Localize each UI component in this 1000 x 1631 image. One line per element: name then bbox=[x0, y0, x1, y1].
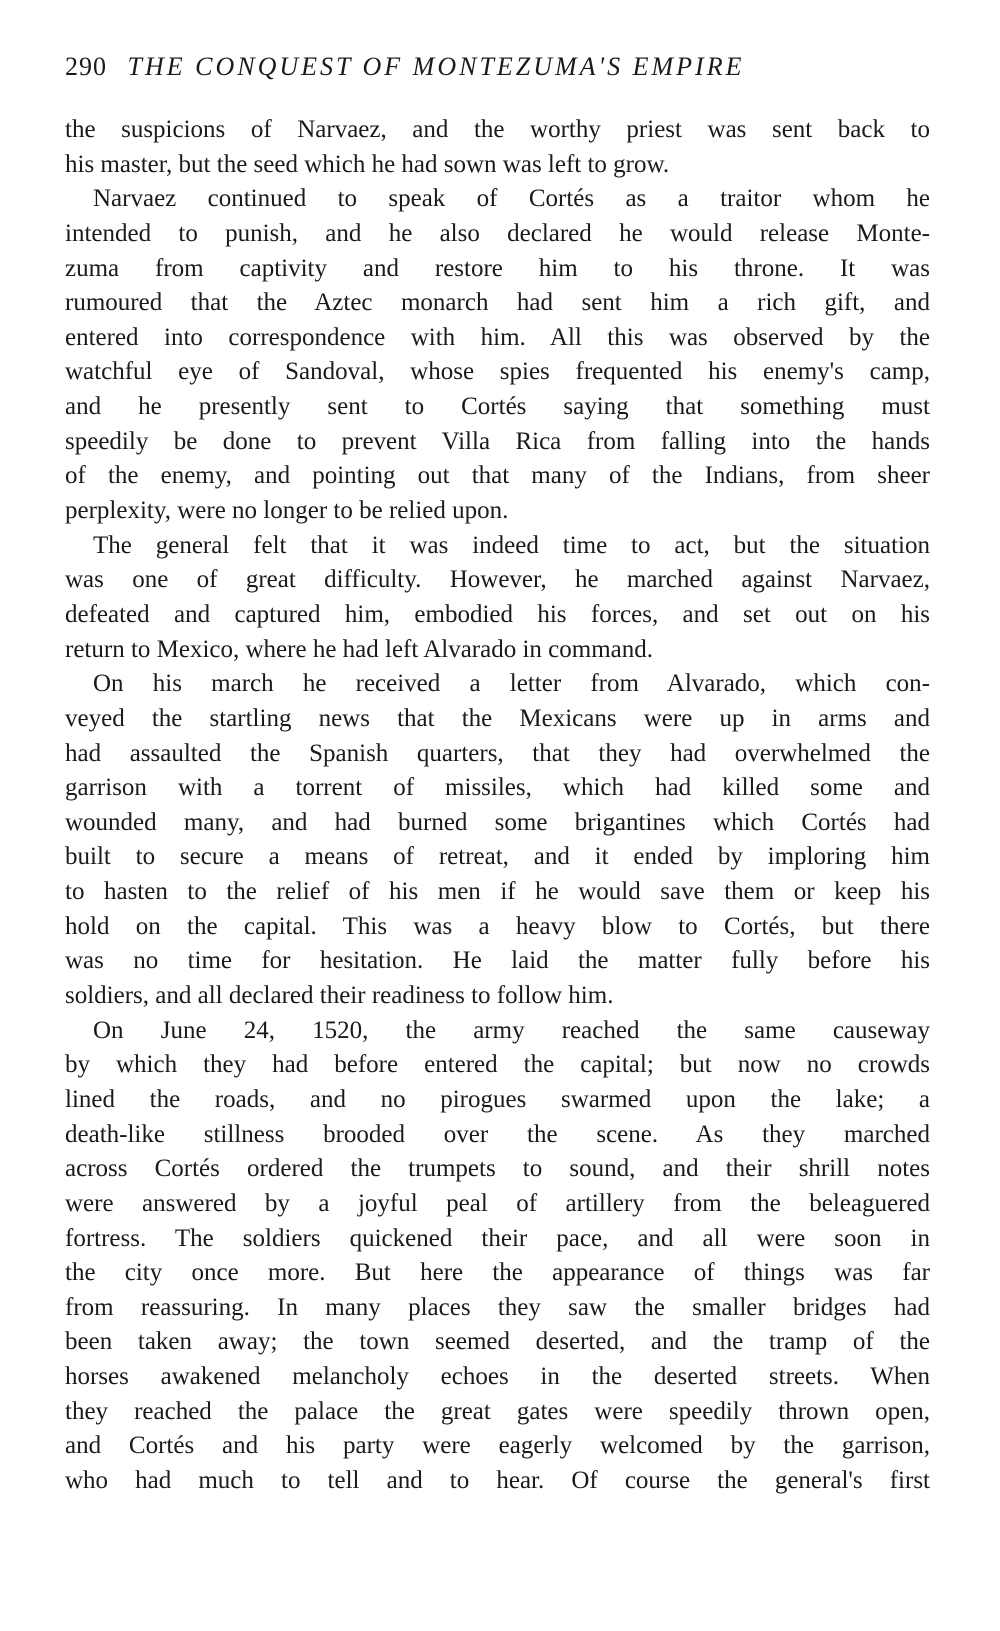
text-line: had assaulted the Spanish quarters, that they had overwhelmed the bbox=[65, 739, 930, 767]
text-line: to hasten to the relief of his men if he would save them or keep his bbox=[65, 878, 930, 906]
text-line: been taken away; the town seemed deserted, and the tramp of the bbox=[65, 1328, 930, 1356]
text-line: zuma from captivity and restore him to his throne. It was bbox=[65, 254, 930, 282]
text-line: wounded many, and had burned some brigantines which Cortés had bbox=[65, 808, 930, 836]
text-line: rumoured that the Aztec monarch had sent him a rich gift, and bbox=[65, 289, 930, 317]
text-line: of the enemy, and pointing out that many of the Indians, from sheer bbox=[65, 462, 930, 490]
text-line: On June 24, 1520, the army reached the same causeway bbox=[93, 1016, 930, 1044]
text-line: built to secure a means of retreat, and it ended by imploring him bbox=[65, 843, 930, 871]
text-line: death-like stillness brooded over the scene. As they marched bbox=[65, 1120, 930, 1148]
text-line: horses awakened melancholy echoes in the deserted streets. When bbox=[65, 1363, 930, 1391]
text-line: from reassuring. In many places they saw the smaller bridges had bbox=[65, 1293, 930, 1321]
running-title: THE CONQUEST OF MONTEZUMA'S EMPIRE bbox=[127, 52, 745, 81]
text-line: his master, but the seed which he had sown was left to grow. bbox=[65, 150, 670, 178]
text-line: who had much to tell and to hear. Of course the general's first bbox=[65, 1466, 930, 1494]
text-line: hold on the capital. This was a heavy blow to Cortés, but there bbox=[65, 912, 930, 940]
text-line: was one of great difficulty. However, he marched against Narvaez, bbox=[65, 566, 930, 594]
running-header bbox=[65, 52, 895, 82]
text-line: The general felt that it was indeed time to act, but the situation bbox=[93, 531, 930, 559]
text-line: intended to punish, and he also declared he would release Monte- bbox=[65, 219, 930, 247]
text-line: lined the roads, and no pirogues swarmed upon the lake; a bbox=[65, 1085, 930, 1113]
text-line: the city once more. But here the appearance of things was far bbox=[65, 1259, 930, 1287]
text-line: and he presently sent to Cortés saying that something must bbox=[65, 393, 930, 421]
page-body-text bbox=[65, 113, 930, 1499]
text-line: and Cortés and his party were eagerly welcomed by the garrison, bbox=[65, 1432, 930, 1460]
text-line: entered into correspondence with him. All this was observed by the bbox=[65, 323, 930, 351]
text-line: fortress. The soldiers quickened their pace, and all were soon in bbox=[65, 1224, 930, 1252]
text-line: across Cortés ordered the trumpets to sound, and their shrill notes bbox=[65, 1155, 930, 1183]
text-line: soldiers, and all declared their readiness to follow him. bbox=[65, 982, 614, 1010]
text-line: return to Mexico, where he had left Alvarado in command. bbox=[65, 635, 654, 663]
text-line: by which they had before entered the capital; but now no crowds bbox=[65, 1051, 930, 1079]
text-line: On his march he received a letter from Alvarado, which con- bbox=[93, 670, 930, 698]
text-line: were answered by a joyful peal of artillery from the beleaguered bbox=[65, 1189, 930, 1217]
text-line: Narvaez continued to speak of Cortés as a traitor whom he bbox=[93, 185, 930, 213]
text-line: speedily be done to prevent Villa Rica from falling into the hands bbox=[65, 427, 930, 455]
text-line: the suspicions of Narvaez, and the worthy priest was sent back to bbox=[65, 116, 930, 143]
text-line: they reached the palace the great gates were speedily thrown open, bbox=[65, 1397, 930, 1425]
text-line: defeated and captured him, embodied his forces, and set out on his bbox=[65, 600, 930, 628]
text-line: perplexity, were no longer to be relied upon. bbox=[65, 497, 509, 525]
text-line: garrison with a torrent of missiles, which had killed some and bbox=[65, 774, 930, 802]
page-number: 290 bbox=[65, 52, 107, 81]
text-line: was no time for hesitation. He laid the matter fully before his bbox=[65, 947, 930, 975]
text-line: watchful eye of Sandoval, whose spies frequented his enemy's camp, bbox=[65, 358, 930, 386]
text-line: veyed the startling news that the Mexicans were up in arms and bbox=[65, 704, 930, 732]
